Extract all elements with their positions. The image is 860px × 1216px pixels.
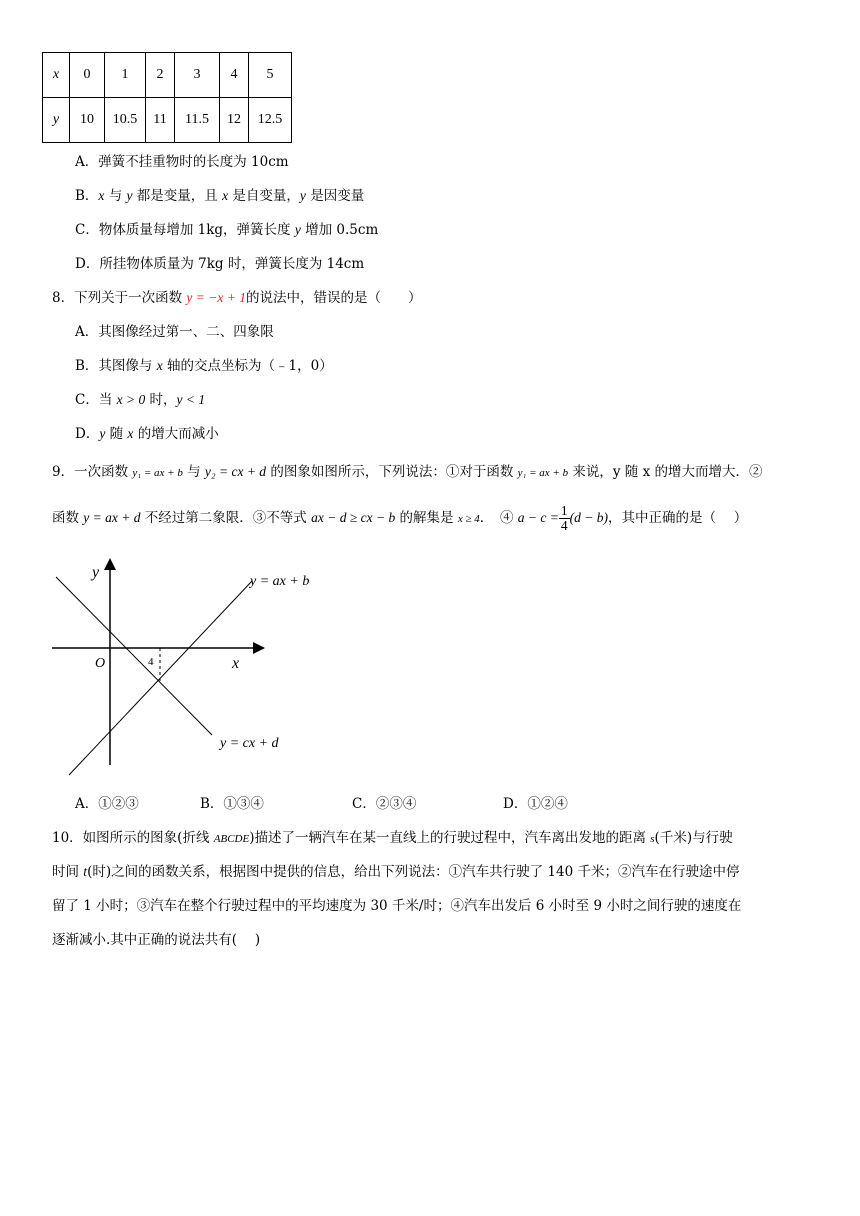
line-cx-plus-d: [56, 577, 212, 735]
q9-text: 与: [182, 464, 205, 480]
q9-text: 的图象如图所示，下列说法：①对于函数: [266, 464, 518, 480]
line-label-ax-plus-b: y = ax + b: [250, 574, 310, 589]
table-cell: 0: [70, 53, 105, 98]
q9-text: ． ④: [479, 510, 518, 526]
table-row-y: [43, 98, 292, 143]
q9-equation: a − c =: [517, 510, 559, 525]
q10-text: )描述了一辆汽车在某一直线上的行驶过程中，汽车离出发地的距离: [249, 830, 651, 846]
fraction: [559, 504, 570, 533]
q9-formula: y = ax + d: [83, 510, 141, 525]
q9-text: 不经过第二象限．③不等式: [140, 510, 312, 526]
q10-text: (时)之间的函数关系，根据图中提供的信息，给出下列说法：①汽车共行驶了 140 千米；②汽车在行驶途中停: [87, 864, 740, 880]
var-x: x: [127, 426, 134, 441]
var-y: y: [294, 222, 301, 237]
table-cell: 1: [105, 53, 146, 98]
var-x: x: [222, 188, 229, 203]
q8-d-text: 随: [105, 426, 128, 442]
q8-formula: y = −x + 1: [186, 290, 246, 305]
q9-formula: y₁ = ax + b: [517, 467, 569, 479]
var-y: y: [299, 188, 306, 203]
q7-b-text: 是因变量: [305, 188, 365, 204]
var-y: y: [126, 188, 133, 203]
q9-text: 9．一次函数: [52, 464, 133, 480]
fraction-numerator: 1: [560, 503, 568, 518]
q8-stem-text: 8．下列关于一次函数: [52, 290, 187, 306]
q7-option-a: A．弹簧不挂重物时的长度为 10cm: [75, 154, 289, 170]
q8-d-text: D．: [75, 426, 100, 442]
table-cell: 5: [249, 53, 292, 98]
q8-stem: [52, 288, 421, 308]
table-cell: 4: [220, 53, 249, 98]
value-table: [42, 52, 292, 143]
q7-option-d: D．所挂物体质量为 7kg 时，弹簧长度为 14cm: [75, 256, 365, 272]
q9-solution: x ≥ 4: [457, 513, 480, 525]
q7-b-text: 都是变量，且: [132, 188, 223, 204]
q10-text: (千米)与行驶: [654, 830, 733, 846]
q9-formula: y₂ = cx + d: [204, 464, 267, 479]
q8-b-text: B．其图像与: [75, 358, 157, 374]
q9-inequality: ax − d ≥ cx − b: [311, 510, 396, 525]
q10-text: 10．如图所示的图象(折线: [52, 830, 214, 846]
table-row-x: [43, 53, 292, 98]
q9-text: 的解集是: [395, 510, 458, 526]
q7-b-text: 与: [104, 188, 127, 204]
table-header-y: y: [43, 98, 70, 143]
q9-option-c: C．②③④: [352, 796, 417, 812]
table-cell: 10.5: [105, 98, 146, 143]
q8-option-c: [75, 390, 205, 410]
q10-text: 时间: [52, 864, 84, 880]
table-cell: 11: [146, 98, 175, 143]
var-y: y: [99, 426, 106, 441]
y-axis-label: y: [92, 564, 100, 581]
x-axis-label: x: [232, 655, 240, 672]
var-t: t: [83, 864, 88, 879]
table-header-x: x: [43, 53, 70, 98]
var-x: x: [156, 358, 163, 373]
q9-text: ，其中正确的是（ ）: [607, 510, 748, 526]
q10-line3: 留了 1 小时；③汽车在整个行驶过程中的平均速度为 30 千米/时；④汽车出发后 6 小时至 9 小时之间行驶的速度在: [52, 898, 742, 914]
q7-b-prefix: B．: [75, 188, 99, 204]
q8-d-text: 的增大而减小: [133, 426, 219, 442]
q10-line2: [52, 862, 739, 882]
q8-option-b: [75, 356, 333, 376]
q8-option-a: A．其图像经过第一、二、四象限: [75, 324, 274, 340]
q8-c-text: 时，: [145, 392, 177, 408]
q9-stem-line1: [52, 462, 763, 483]
q9-text: 来说，y 随 x 的增大而增大．②: [568, 464, 763, 480]
tick-label: 4: [148, 656, 154, 668]
table-cell: 3: [175, 53, 220, 98]
q9-option-a: A．①②③: [75, 796, 139, 812]
q7-b-text: 是自变量，: [228, 188, 300, 204]
q9-option-b: B．①③④: [200, 796, 264, 812]
q7-option-c: [75, 220, 378, 240]
table-cell: 12: [220, 98, 249, 143]
q10-polyline-name: ABCDE: [213, 833, 250, 845]
var-x: x: [98, 188, 105, 203]
q7-c-text: 增加 0.5cm: [300, 222, 379, 238]
table-cell: 12.5: [249, 98, 292, 143]
q8-b-text: 轴的交点坐标为（﹣1，0）: [162, 358, 333, 374]
origin-label: O: [95, 656, 106, 671]
table-cell: 10: [70, 98, 105, 143]
q10-line4: 逐渐减小.其中正确的说法共有( ): [52, 932, 261, 948]
q8-stem-text: 的说法中，错误的是（ ）: [245, 290, 422, 306]
table-cell: 11.5: [175, 98, 220, 143]
line-label-cx-plus-d: y = cx + d: [220, 736, 279, 751]
q9-equation: (d − b): [569, 510, 608, 525]
q9-formula: y₁ = ax + b: [132, 467, 183, 479]
q8-c-result: y < 1: [176, 392, 206, 407]
q9-stem-line2: [52, 504, 747, 533]
q7-option-b: [75, 186, 364, 206]
q8-option-d: [75, 424, 219, 444]
q9-graph: [40, 555, 330, 785]
fraction-denominator: 4: [560, 518, 568, 533]
q9-text: 函数: [52, 510, 84, 526]
q9-option-d: D．①②④: [503, 796, 568, 812]
table-cell: 2: [146, 53, 175, 98]
q8-c-text: C．当: [75, 392, 117, 408]
q8-c-condition: x > 0: [116, 392, 146, 407]
q10-line1: [52, 828, 733, 849]
q7-c-text: C．物体质量每增加 1kg，弹簧长度: [75, 222, 295, 238]
var-s: s: [650, 833, 655, 845]
